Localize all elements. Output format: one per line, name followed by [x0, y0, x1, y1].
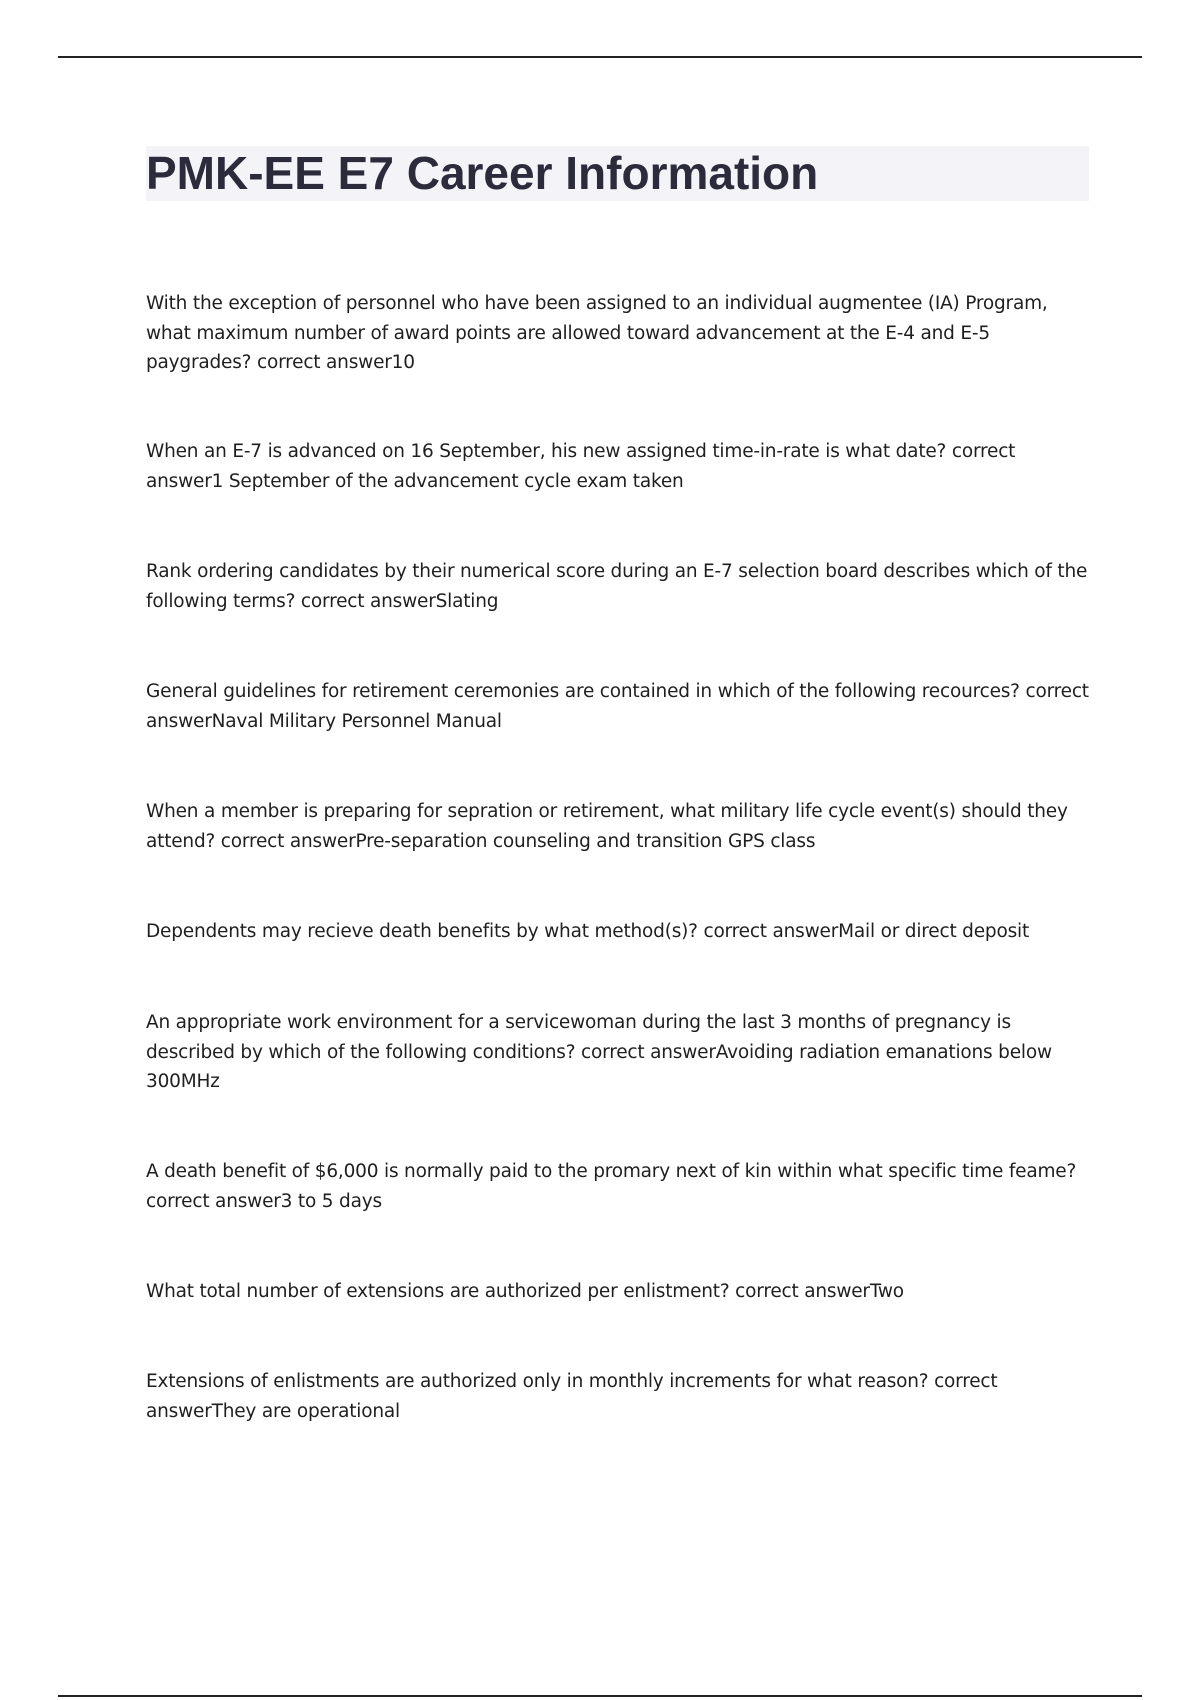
qa-item-2: When an E-7 is advanced on 16 September, his new assigned time-in-rate is what date? correct answer1 September of the advancement cycle exam taken	[146, 441, 1016, 492]
qa-item-10: Extensions of enlistments are authorized only in monthly increments for what reason? correct answerThey are operational	[146, 1371, 998, 1422]
qa-item-4: General guidelines for retirement ceremonies are contained in which of the following recources? correct answerNaval Military Personnel Manual	[146, 681, 1089, 732]
qa-item-7: An appropriate work environment for a servicewoman during the last 3 months of pregnancy is described by which of the following conditions? correct answerAvoiding radiation emanations below 300MHz	[146, 1012, 1052, 1092]
qa-item-5: When a member is preparing for sepration or retirement, what military life cycle event(s) should they attend? correct answerPre-separation counseling and transition GPS class	[146, 801, 1068, 852]
document-title: PMK-EE E7 Career Information	[146, 147, 819, 199]
qa-item-1: With the exception of personnel who have been assigned to an individual augmentee (IA) Program, what maximum number of award points are allowed toward advancement at the E-4 and E-5 paygrades? correct answer10	[146, 293, 1048, 373]
qa-item-6: Dependents may recieve death benefits by what method(s)? correct answerMail or direct deposit	[146, 921, 1029, 942]
top-rule	[58, 56, 1142, 58]
bottom-rule	[58, 1695, 1142, 1697]
qa-item-8: A death benefit of $6,000 is normally paid to the promary next of kin within what specific time feame? correct answer3 to 5 days	[146, 1161, 1077, 1212]
qa-item-9: What total number of extensions are authorized per enlistment? correct answerTwo	[146, 1281, 904, 1302]
qa-item-3: Rank ordering candidates by their numerical score during an E-7 selection board describes which of the following terms? correct answerSlating	[146, 561, 1088, 612]
